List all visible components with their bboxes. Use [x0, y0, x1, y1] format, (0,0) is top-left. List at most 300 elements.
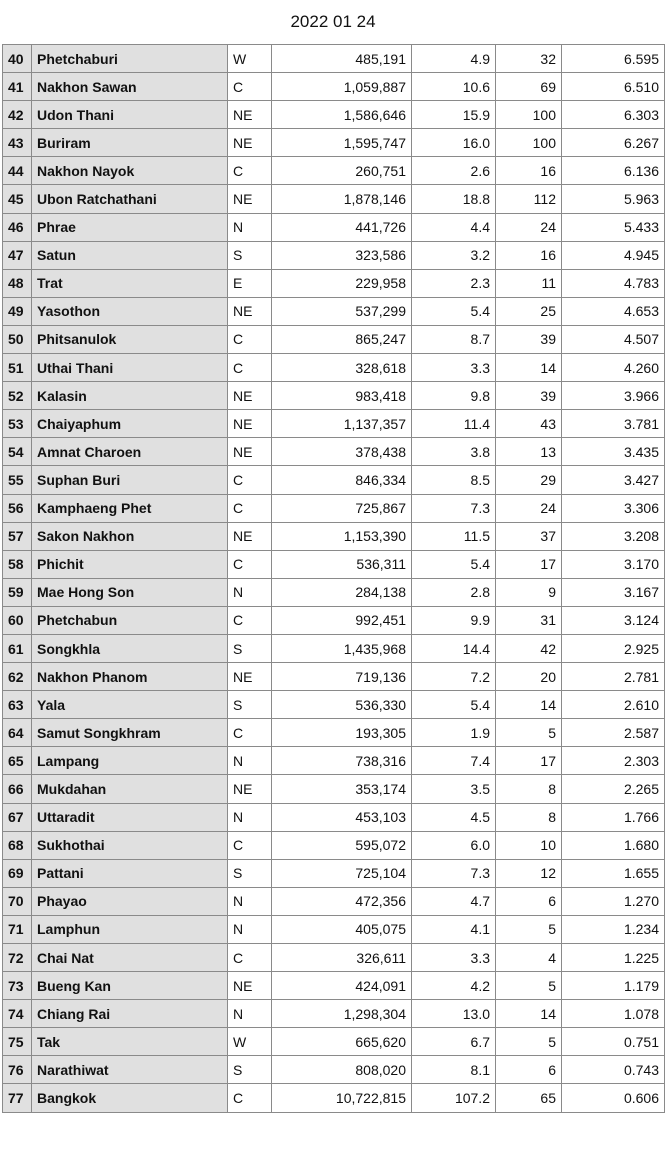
count-cell: 43: [496, 410, 562, 438]
rank-cell: 44: [3, 157, 32, 185]
rank-cell: 62: [3, 663, 32, 691]
province-name-cell: Narathiwat: [32, 1056, 228, 1084]
rank-cell: 40: [3, 45, 32, 73]
rate-cell: 6.136: [562, 157, 665, 185]
region-cell: N: [228, 578, 272, 606]
population-per-100k-cell: 2.6: [412, 157, 496, 185]
table-row: [3, 129, 665, 157]
rank-cell: 59: [3, 578, 32, 606]
population-cell: 983,418: [272, 382, 412, 410]
population-cell: 323,586: [272, 241, 412, 269]
table-row: [3, 747, 665, 775]
rank-cell: 65: [3, 747, 32, 775]
count-cell: 24: [496, 213, 562, 241]
count-cell: 14: [496, 1000, 562, 1028]
region-cell: NE: [228, 129, 272, 157]
population-per-100k-cell: 16.0: [412, 129, 496, 157]
population-cell: 326,611: [272, 944, 412, 972]
rank-cell: 76: [3, 1056, 32, 1084]
count-cell: 17: [496, 550, 562, 578]
population-per-100k-cell: 8.7: [412, 325, 496, 353]
province-name-cell: Songkhla: [32, 634, 228, 662]
region-cell: NE: [228, 663, 272, 691]
population-cell: 260,751: [272, 157, 412, 185]
province-name-cell: Amnat Charoen: [32, 438, 228, 466]
rank-cell: 49: [3, 297, 32, 325]
table-row: [3, 691, 665, 719]
rank-cell: 54: [3, 438, 32, 466]
population-cell: 424,091: [272, 972, 412, 1000]
count-cell: 11: [496, 269, 562, 297]
population-cell: 1,435,968: [272, 634, 412, 662]
province-name-cell: Phetchaburi: [32, 45, 228, 73]
table-row: [3, 1056, 665, 1084]
population-per-100k-cell: 4.4: [412, 213, 496, 241]
table-row: [3, 241, 665, 269]
rank-cell: 57: [3, 522, 32, 550]
province-name-cell: Yala: [32, 691, 228, 719]
region-cell: N: [228, 747, 272, 775]
rank-cell: 53: [3, 410, 32, 438]
population-cell: 284,138: [272, 578, 412, 606]
rank-cell: 43: [3, 129, 32, 157]
population-cell: 665,620: [272, 1028, 412, 1056]
rank-cell: 75: [3, 1028, 32, 1056]
rank-cell: 60: [3, 606, 32, 634]
province-name-cell: Sakon Nakhon: [32, 522, 228, 550]
population-cell: 865,247: [272, 325, 412, 353]
count-cell: 16: [496, 241, 562, 269]
province-name-cell: Nakhon Sawan: [32, 73, 228, 101]
population-per-100k-cell: 2.3: [412, 269, 496, 297]
population-cell: 10,722,815: [272, 1084, 412, 1112]
population-per-100k-cell: 7.3: [412, 494, 496, 522]
province-name-cell: Kamphaeng Phet: [32, 494, 228, 522]
rate-cell: 1.655: [562, 859, 665, 887]
province-name-cell: Chaiyaphum: [32, 410, 228, 438]
region-cell: W: [228, 45, 272, 73]
rank-cell: 70: [3, 887, 32, 915]
province-name-cell: Bangkok: [32, 1084, 228, 1112]
rank-cell: 42: [3, 101, 32, 129]
province-name-cell: Phayao: [32, 887, 228, 915]
region-cell: N: [228, 915, 272, 943]
population-per-100k-cell: 15.9: [412, 101, 496, 129]
count-cell: 10: [496, 831, 562, 859]
province-name-cell: Yasothon: [32, 297, 228, 325]
region-cell: C: [228, 606, 272, 634]
population-per-100k-cell: 6.0: [412, 831, 496, 859]
population-per-100k-cell: 5.4: [412, 550, 496, 578]
region-cell: N: [228, 1000, 272, 1028]
rate-cell: 3.170: [562, 550, 665, 578]
rate-cell: 1.234: [562, 915, 665, 943]
rank-cell: 77: [3, 1084, 32, 1112]
region-cell: C: [228, 73, 272, 101]
rank-cell: 63: [3, 691, 32, 719]
region-cell: NE: [228, 297, 272, 325]
rate-cell: 2.781: [562, 663, 665, 691]
rate-cell: 2.303: [562, 747, 665, 775]
province-name-cell: Suphan Buri: [32, 466, 228, 494]
population-cell: 453,103: [272, 803, 412, 831]
province-name-cell: Nakhon Phanom: [32, 663, 228, 691]
count-cell: 5: [496, 1028, 562, 1056]
province-name-cell: Phichit: [32, 550, 228, 578]
rate-cell: 2.925: [562, 634, 665, 662]
province-name-cell: Phetchabun: [32, 606, 228, 634]
population-cell: 193,305: [272, 719, 412, 747]
population-cell: 725,867: [272, 494, 412, 522]
table-row: [3, 466, 665, 494]
population-per-100k-cell: 3.3: [412, 354, 496, 382]
region-cell: NE: [228, 101, 272, 129]
province-name-cell: Udon Thani: [32, 101, 228, 129]
table-row: [3, 719, 665, 747]
region-cell: C: [228, 354, 272, 382]
population-cell: 537,299: [272, 297, 412, 325]
rate-cell: 1.225: [562, 944, 665, 972]
count-cell: 65: [496, 1084, 562, 1112]
count-cell: 42: [496, 634, 562, 662]
population-cell: 846,334: [272, 466, 412, 494]
table-row: [3, 297, 665, 325]
rate-cell: 2.587: [562, 719, 665, 747]
rate-cell: 3.167: [562, 578, 665, 606]
region-cell: N: [228, 213, 272, 241]
count-cell: 13: [496, 438, 562, 466]
count-cell: 8: [496, 803, 562, 831]
province-name-cell: Bueng Kan: [32, 972, 228, 1000]
population-cell: 536,330: [272, 691, 412, 719]
table-row: [3, 1000, 665, 1028]
rank-cell: 72: [3, 944, 32, 972]
rate-cell: 6.510: [562, 73, 665, 101]
rate-cell: 3.124: [562, 606, 665, 634]
province-name-cell: Sukhothai: [32, 831, 228, 859]
population-per-100k-cell: 4.5: [412, 803, 496, 831]
population-per-100k-cell: 11.4: [412, 410, 496, 438]
population-cell: 1,153,390: [272, 522, 412, 550]
province-name-cell: Lampang: [32, 747, 228, 775]
region-cell: NE: [228, 438, 272, 466]
population-per-100k-cell: 9.9: [412, 606, 496, 634]
table-row: [3, 494, 665, 522]
region-cell: S: [228, 241, 272, 269]
table-row: [3, 915, 665, 943]
table-row: [3, 803, 665, 831]
province-name-cell: Samut Songkhram: [32, 719, 228, 747]
population-per-100k-cell: 13.0: [412, 1000, 496, 1028]
table-row: [3, 550, 665, 578]
rank-cell: 64: [3, 719, 32, 747]
population-cell: 229,958: [272, 269, 412, 297]
province-name-cell: Trat: [32, 269, 228, 297]
table-row: [3, 578, 665, 606]
region-cell: C: [228, 719, 272, 747]
population-cell: 353,174: [272, 775, 412, 803]
table-row: [3, 73, 665, 101]
region-cell: C: [228, 466, 272, 494]
rank-cell: 66: [3, 775, 32, 803]
region-cell: C: [228, 550, 272, 578]
population-cell: 725,104: [272, 859, 412, 887]
population-per-100k-cell: 6.7: [412, 1028, 496, 1056]
population-per-100k-cell: 4.2: [412, 972, 496, 1000]
count-cell: 29: [496, 466, 562, 494]
rank-cell: 46: [3, 213, 32, 241]
count-cell: 20: [496, 663, 562, 691]
population-per-100k-cell: 3.5: [412, 775, 496, 803]
count-cell: 31: [496, 606, 562, 634]
rate-cell: 0.743: [562, 1056, 665, 1084]
population-per-100k-cell: 5.4: [412, 691, 496, 719]
region-cell: C: [228, 944, 272, 972]
table-row: [3, 944, 665, 972]
region-cell: C: [228, 1084, 272, 1112]
rank-cell: 52: [3, 382, 32, 410]
rank-cell: 69: [3, 859, 32, 887]
table-body: [3, 45, 665, 1113]
table-row: [3, 972, 665, 1000]
rate-cell: 3.966: [562, 382, 665, 410]
region-cell: NE: [228, 972, 272, 1000]
province-name-cell: Nakhon Nayok: [32, 157, 228, 185]
region-cell: NE: [228, 410, 272, 438]
region-cell: C: [228, 494, 272, 522]
rate-cell: 1.179: [562, 972, 665, 1000]
rate-cell: 4.653: [562, 297, 665, 325]
region-cell: NE: [228, 382, 272, 410]
province-name-cell: Uthai Thani: [32, 354, 228, 382]
population-cell: 378,438: [272, 438, 412, 466]
count-cell: 100: [496, 101, 562, 129]
population-per-100k-cell: 18.8: [412, 185, 496, 213]
rate-cell: 3.435: [562, 438, 665, 466]
province-name-cell: Mukdahan: [32, 775, 228, 803]
count-cell: 6: [496, 1056, 562, 1084]
population-per-100k-cell: 3.2: [412, 241, 496, 269]
population-per-100k-cell: 7.4: [412, 747, 496, 775]
province-name-cell: Phitsanulok: [32, 325, 228, 353]
rank-cell: 41: [3, 73, 32, 101]
population-cell: 738,316: [272, 747, 412, 775]
table-row: [3, 269, 665, 297]
rate-cell: 1.270: [562, 887, 665, 915]
count-cell: 39: [496, 325, 562, 353]
table-row: [3, 213, 665, 241]
rate-cell: 4.507: [562, 325, 665, 353]
rank-cell: 61: [3, 634, 32, 662]
table-row: [3, 634, 665, 662]
region-cell: E: [228, 269, 272, 297]
population-per-100k-cell: 3.8: [412, 438, 496, 466]
province-name-cell: Mae Hong Son: [32, 578, 228, 606]
province-name-cell: Pattani: [32, 859, 228, 887]
population-cell: 719,136: [272, 663, 412, 691]
population-cell: 1,595,747: [272, 129, 412, 157]
count-cell: 112: [496, 185, 562, 213]
table-row: [3, 185, 665, 213]
table-row: [3, 410, 665, 438]
rate-cell: 4.783: [562, 269, 665, 297]
rank-cell: 58: [3, 550, 32, 578]
rank-cell: 68: [3, 831, 32, 859]
count-cell: 4: [496, 944, 562, 972]
population-per-100k-cell: 7.2: [412, 663, 496, 691]
rank-cell: 67: [3, 803, 32, 831]
rank-cell: 55: [3, 466, 32, 494]
rate-cell: 0.751: [562, 1028, 665, 1056]
rate-cell: 6.595: [562, 45, 665, 73]
province-name-cell: Phrae: [32, 213, 228, 241]
population-per-100k-cell: 107.2: [412, 1084, 496, 1112]
table-row: [3, 325, 665, 353]
rate-cell: 3.306: [562, 494, 665, 522]
region-cell: NE: [228, 775, 272, 803]
count-cell: 100: [496, 129, 562, 157]
table-row: [3, 438, 665, 466]
count-cell: 16: [496, 157, 562, 185]
population-per-100k-cell: 4.1: [412, 915, 496, 943]
table-row: [3, 101, 665, 129]
rate-cell: 0.606: [562, 1084, 665, 1112]
population-per-100k-cell: 8.5: [412, 466, 496, 494]
count-cell: 69: [496, 73, 562, 101]
count-cell: 5: [496, 719, 562, 747]
population-cell: 992,451: [272, 606, 412, 634]
rate-cell: 2.610: [562, 691, 665, 719]
table-row: [3, 382, 665, 410]
rate-cell: 6.267: [562, 129, 665, 157]
table-row: [3, 606, 665, 634]
table-row: [3, 45, 665, 73]
rate-cell: 3.208: [562, 522, 665, 550]
population-per-100k-cell: 2.8: [412, 578, 496, 606]
rate-cell: 5.963: [562, 185, 665, 213]
province-table: [2, 44, 665, 1113]
population-per-100k-cell: 4.7: [412, 887, 496, 915]
rate-cell: 1.078: [562, 1000, 665, 1028]
province-name-cell: Uttaradit: [32, 803, 228, 831]
rank-cell: 51: [3, 354, 32, 382]
population-cell: 1,878,146: [272, 185, 412, 213]
count-cell: 37: [496, 522, 562, 550]
region-cell: N: [228, 887, 272, 915]
table-row: [3, 522, 665, 550]
table-row: [3, 1028, 665, 1056]
province-name-cell: Tak: [32, 1028, 228, 1056]
rank-cell: 73: [3, 972, 32, 1000]
population-cell: 1,137,357: [272, 410, 412, 438]
count-cell: 8: [496, 775, 562, 803]
count-cell: 25: [496, 297, 562, 325]
population-cell: 536,311: [272, 550, 412, 578]
table-row: [3, 157, 665, 185]
population-cell: 485,191: [272, 45, 412, 73]
count-cell: 5: [496, 915, 562, 943]
province-name-cell: Chai Nat: [32, 944, 228, 972]
population-per-100k-cell: 11.5: [412, 522, 496, 550]
count-cell: 12: [496, 859, 562, 887]
population-cell: 595,072: [272, 831, 412, 859]
rank-cell: 71: [3, 915, 32, 943]
rate-cell: 3.427: [562, 466, 665, 494]
count-cell: 32: [496, 45, 562, 73]
region-cell: C: [228, 325, 272, 353]
province-name-cell: Buriram: [32, 129, 228, 157]
population-per-100k-cell: 9.8: [412, 382, 496, 410]
population-per-100k-cell: 7.3: [412, 859, 496, 887]
province-name-cell: Satun: [32, 241, 228, 269]
rate-cell: 1.766: [562, 803, 665, 831]
region-cell: N: [228, 803, 272, 831]
table-row: [3, 831, 665, 859]
count-cell: 39: [496, 382, 562, 410]
region-cell: S: [228, 859, 272, 887]
region-cell: NE: [228, 522, 272, 550]
population-cell: 441,726: [272, 213, 412, 241]
province-name-cell: Lamphun: [32, 915, 228, 943]
rank-cell: 47: [3, 241, 32, 269]
rate-cell: 6.303: [562, 101, 665, 129]
rank-cell: 48: [3, 269, 32, 297]
province-name-cell: Kalasin: [32, 382, 228, 410]
rate-cell: 1.680: [562, 831, 665, 859]
population-cell: 405,075: [272, 915, 412, 943]
population-per-100k-cell: 5.4: [412, 297, 496, 325]
rank-cell: 50: [3, 325, 32, 353]
count-cell: 9: [496, 578, 562, 606]
region-cell: S: [228, 634, 272, 662]
rank-cell: 74: [3, 1000, 32, 1028]
rate-cell: 2.265: [562, 775, 665, 803]
table-row: [3, 775, 665, 803]
count-cell: 14: [496, 691, 562, 719]
population-per-100k-cell: 4.9: [412, 45, 496, 73]
population-cell: 328,618: [272, 354, 412, 382]
rate-cell: 5.433: [562, 213, 665, 241]
population-cell: 1,298,304: [272, 1000, 412, 1028]
region-cell: S: [228, 1056, 272, 1084]
rank-cell: 56: [3, 494, 32, 522]
population-cell: 472,356: [272, 887, 412, 915]
table-row: [3, 663, 665, 691]
population-cell: 1,059,887: [272, 73, 412, 101]
rate-cell: 4.945: [562, 241, 665, 269]
count-cell: 24: [496, 494, 562, 522]
region-cell: C: [228, 831, 272, 859]
population-cell: 808,020: [272, 1056, 412, 1084]
population-per-100k-cell: 8.1: [412, 1056, 496, 1084]
population-per-100k-cell: 1.9: [412, 719, 496, 747]
population-per-100k-cell: 10.6: [412, 73, 496, 101]
region-cell: S: [228, 691, 272, 719]
table-row: [3, 887, 665, 915]
page-title: 2022 01 24: [290, 12, 376, 31]
province-name-cell: Chiang Rai: [32, 1000, 228, 1028]
population-per-100k-cell: 14.4: [412, 634, 496, 662]
count-cell: 5: [496, 972, 562, 1000]
rank-cell: 45: [3, 185, 32, 213]
count-cell: 14: [496, 354, 562, 382]
rate-cell: 3.781: [562, 410, 665, 438]
province-name-cell: Ubon Ratchathani: [32, 185, 228, 213]
rate-cell: 4.260: [562, 354, 665, 382]
region-cell: NE: [228, 185, 272, 213]
count-cell: 6: [496, 887, 562, 915]
region-cell: W: [228, 1028, 272, 1056]
